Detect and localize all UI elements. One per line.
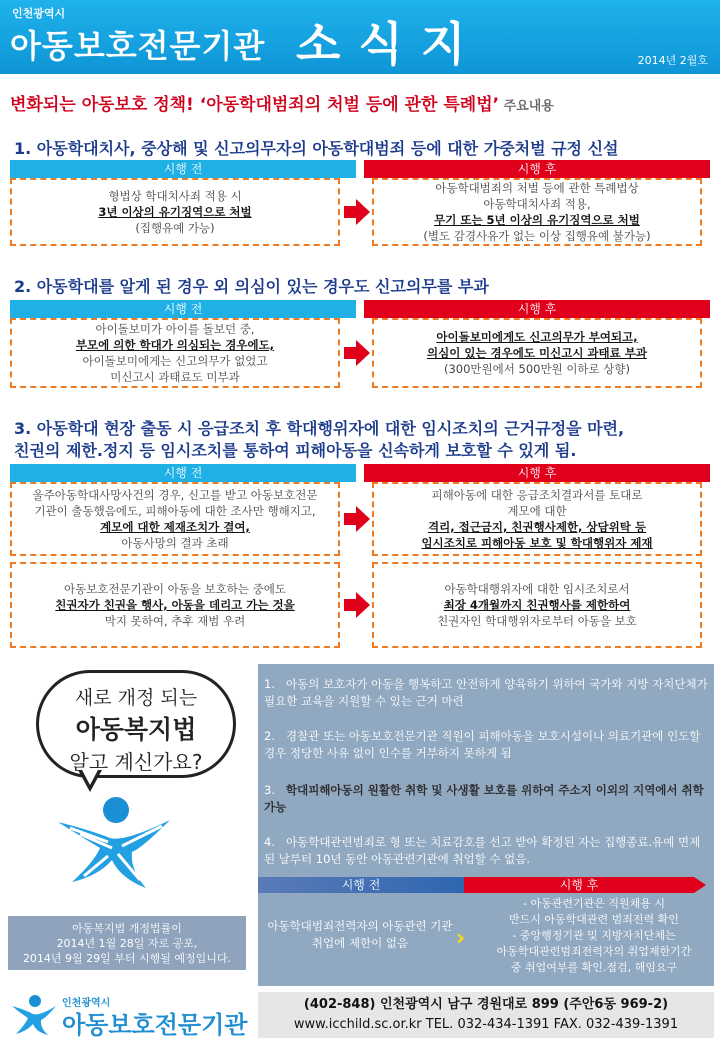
text-line: 중 취업여부를 확인.점검, 해임요구 <box>510 961 678 974</box>
item-text: 경찰관 또는 아동보호전문기관 직원이 피해아동을 보호시설이나 의료기관에 인도할 경우 정당한 사유 없이 인수를 거부하지 못하게 됨 <box>264 729 701 760</box>
arrow-right-icon <box>344 506 370 532</box>
text-line: 임시조치로 피해아동 보호 및 학대행위자 제재 <box>421 536 653 550</box>
section-3-heading-2: 친권의 제한.정지 등 임시조치를 통하여 피해아동을 신속하게 보호할 수 있게 됨. <box>14 441 577 460</box>
arrow-right-icon <box>344 340 370 366</box>
bubble-tail-inner <box>81 768 99 785</box>
text-line: - 중앙행정기관 및 지방자치단체는 <box>512 929 676 942</box>
compare-after-label: 시행 후 <box>464 877 694 893</box>
text-line: 부모에 의한 학대가 의심되는 경우에도, <box>75 338 275 352</box>
issue-date: 2014년 2월호 <box>637 54 708 67</box>
text-line: 아이돌보미가 아이를 돌보던 중, <box>95 322 255 336</box>
section-3-before-box <box>10 482 340 556</box>
text-line: 아동학대행위자에 대한 임시조치로서 <box>444 582 630 596</box>
subtitle-lead: 변화되는 아동보호 정책! <box>10 95 200 115</box>
bubble-line-3: 알고 계신가요? <box>69 750 203 774</box>
text-line: (별도 감경사유가 없는 이상 집행유예 불가능) <box>423 229 651 243</box>
speech-bubble <box>36 670 236 778</box>
section-3-after-box <box>372 482 702 556</box>
footer-logo <box>10 992 250 1039</box>
text-line: 최장 4개월까지 친권행사를 제한하여 <box>443 598 631 612</box>
footer-website-phone[interactable]: www.icchild.sc.or.kr TEL. 032-434-1391 FAX. 032-439-1391 <box>293 1017 679 1032</box>
text-line: 계모에 대한 제재조치가 결여, <box>100 520 250 534</box>
text-line: 아이돌보미에게도 신고의무가 부여되고, <box>436 330 638 344</box>
page-subtitle <box>10 90 710 115</box>
note-line: 2014년 1월 28일 자로 공포, <box>56 937 198 950</box>
before-label: 시행 전 <box>10 160 356 178</box>
text-line: 막지 못하여, 추후 재범 우려 <box>104 614 246 628</box>
footer-address: (402-848) 인천광역시 남구 경원대로 899 (주안6동 969-2) <box>303 997 669 1012</box>
text-line: 아동학대치사죄 적용, <box>483 197 591 211</box>
text-line: 격리, 접근금지, 친권행사제한, 상담위탁 등 <box>428 520 646 534</box>
text-line: 의심이 있는 경우에도 미신고시 과태료 부과 <box>427 346 647 360</box>
bubble-line-1: 새로 개정 되는 <box>74 687 198 709</box>
section-2-heading: 2. 아동학대를 알게 된 경우 외 의심이 있는 경우도 신고의무를 부과 <box>14 277 489 296</box>
text-line: 반드시 아동학대관련 범죄전력 확인 <box>509 913 679 926</box>
compare-after-text <box>478 896 710 976</box>
compare-arrow-tip <box>694 877 706 893</box>
child-figure-logo-icon <box>50 790 180 890</box>
text-line: 피해아동에 대한 응급조치결과서를 토대로 <box>431 488 643 502</box>
footer-logo-icon <box>10 992 58 1036</box>
section-2-before-box <box>10 318 340 388</box>
header-banner <box>0 0 720 74</box>
text-line: 계모에 대한 <box>507 504 567 518</box>
welfare-item-4 <box>264 834 708 868</box>
footer-contact <box>258 992 714 1038</box>
org-subtitle: 인천광역시 <box>12 7 66 20</box>
note-line: 아동복지법 개정법률이 <box>72 922 182 935</box>
bubble-line-2: 아동복지법 <box>75 715 197 744</box>
text-line: 아동보호전문기관이 아동을 보호하는 중에도 <box>63 582 287 596</box>
item-number: 3. <box>264 783 275 797</box>
subtitle-law: ‘아동학대범죄의 처벌 등에 관한 특례법’ <box>199 95 500 115</box>
section-1-after-box <box>372 178 702 246</box>
text-line: 형법상 학대치사죄 적용 시 <box>108 189 242 203</box>
text-line: 울주아동학대사망사건의 경우, 신고를 받고 아동보호전문 <box>32 488 318 502</box>
arrow-right-icon <box>344 199 370 225</box>
welfare-item-3 <box>264 782 708 816</box>
text-line: 친권자가 친권을 행사, 아동을 데리고 가는 것을 <box>55 598 295 612</box>
after-label: 시행 후 <box>364 160 710 178</box>
arrow-right-icon <box>344 592 370 618</box>
law-effective-note <box>8 916 246 970</box>
section-2-after-box <box>372 318 702 388</box>
item-number: 2. <box>264 729 275 743</box>
section-3-heading: 3. 아동학대 현장 출동 시 응급조치 후 학대행위자에 대한 임시조치의 근거규정을 마련, <box>14 419 625 438</box>
item-number: 4. <box>264 835 275 849</box>
newsletter-title: 소식지 <box>296 17 484 71</box>
section-3-after-box-2 <box>372 562 702 648</box>
text-line: 기관이 출동했음에도, 피해아동에 대한 조사만 행해지고, <box>34 504 316 518</box>
item-text: 아동의 보호자가 아동을 행복하고 안전하게 양육하기 위하여 국가와 지방 자치단체가 필요한 교육을 지원할 수 있는 근거 마련 <box>264 677 708 708</box>
before-label: 시행 전 <box>10 464 356 482</box>
welfare-item-1 <box>264 676 708 710</box>
note-line: 2014년 9월 29일 부터 시행될 예정입니다. <box>22 952 232 965</box>
text-line: 3년 이상의 유기징역으로 처벌 <box>98 205 252 219</box>
footer-org-small: 인천광역시 <box>62 998 111 1009</box>
text-line: 친권자인 학대행위자로부터 아동을 보호 <box>437 614 637 628</box>
item-text: 아동학대관련범죄로 형 또는 치료감호를 선고 받아 확정된 자는 집행종료.유예 면제된 날부터 10년 동안 아동관련기관에 취업할 수 없음. <box>264 835 701 866</box>
text-line: (집행유예 가능) <box>135 221 215 235</box>
text-line: 아동사망의 결과 초래 <box>121 536 229 550</box>
section-3-before-box-2 <box>10 562 340 648</box>
text-line: (300만원에서 500만원 이하로 상향) <box>443 362 631 376</box>
text-line: 미신고시 과태료도 미부과 <box>110 370 240 384</box>
item-text: 학대피해아동의 원활한 취학 및 사생활 보호를 위하여 주소지 이외의 지역에서 취학 가능 <box>264 783 704 814</box>
text-line: 아동학대관련범죄전력자의 취업제한기간 <box>496 945 692 958</box>
org-name: 아동보호전문기관 <box>10 27 266 65</box>
chevron-right-icon: › <box>456 926 466 951</box>
after-label: 시행 후 <box>364 464 710 482</box>
compare-before-text: 아동학대범죄전력자의 아동관련 기관 취업에 제한이 없음 <box>267 919 453 950</box>
text-line: - 아동관련기관은 직원채용 시 <box>523 897 665 910</box>
footer-org-name: 아동보호전문기관 <box>62 1011 248 1039</box>
text-line: 무기 또는 5년 이상의 유기징역으로 처벌 <box>434 213 640 227</box>
after-label: 시행 후 <box>364 300 710 318</box>
compare-before-label: 시행 전 <box>258 877 464 893</box>
section-1-before-box <box>10 178 340 246</box>
section-1-heading: 1. 아동학대치사, 중상해 및 신고의무자의 아동학대범죄 등에 대한 가중처벌 규정 신설 <box>14 139 619 158</box>
text-line: 아이돌보미에게는 신고의무가 없었고 <box>82 354 268 368</box>
item-number: 1. <box>264 677 275 691</box>
welfare-item-2 <box>264 728 708 762</box>
text-line: 아동학대범죄의 처벌 등에 관한 특례법상 <box>435 181 639 195</box>
before-label: 시행 전 <box>10 300 356 318</box>
subtitle-tail: 주요내용 <box>499 99 554 114</box>
